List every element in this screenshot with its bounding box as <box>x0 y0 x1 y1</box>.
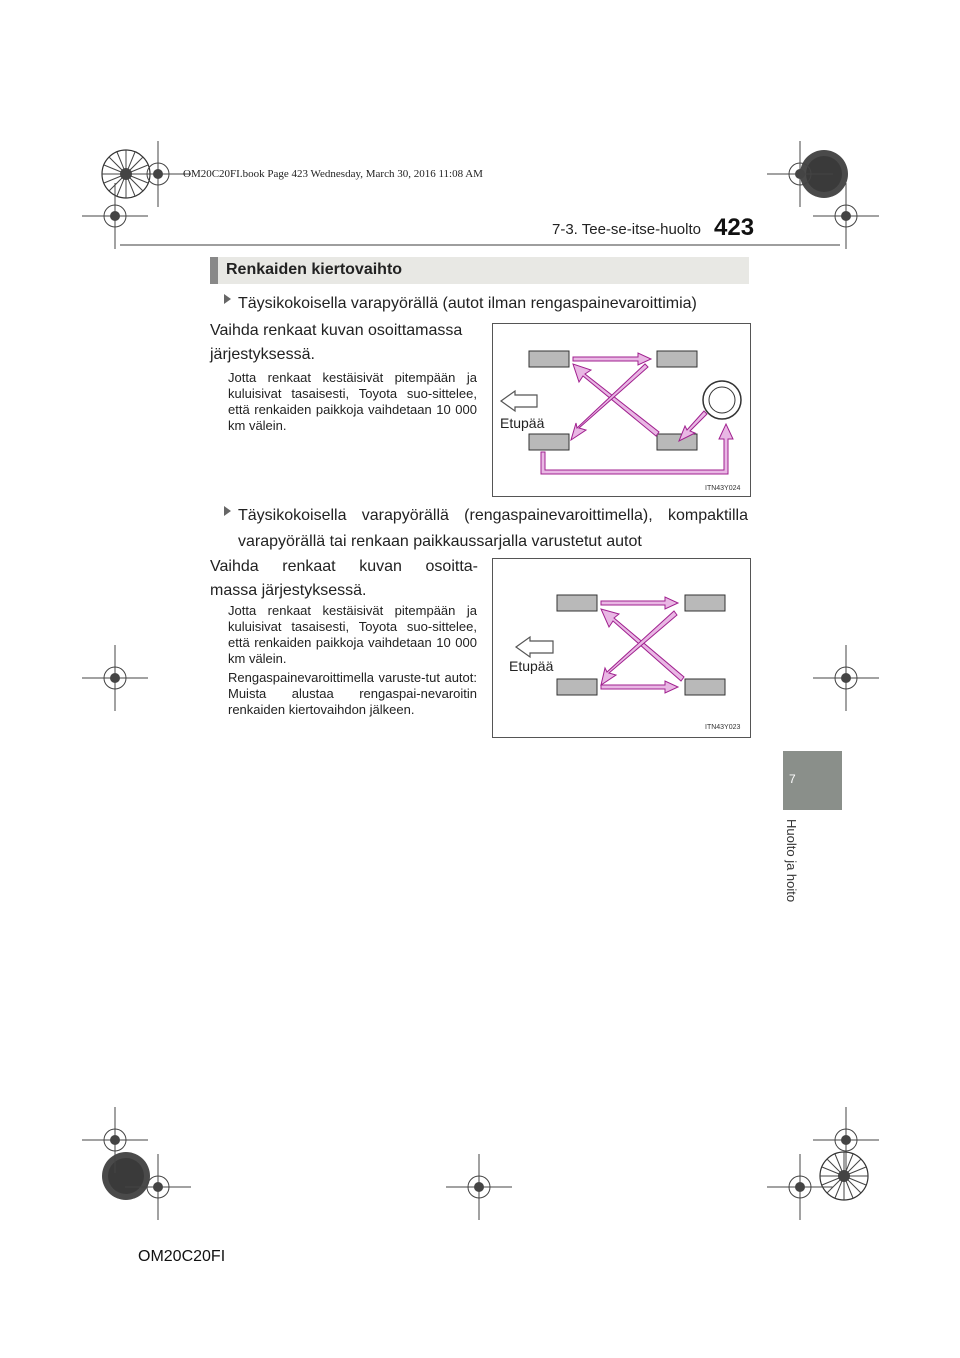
page-number: 423 <box>714 214 755 241</box>
instruction-line: Vaihda renkaat kuvan osoittamassa <box>210 322 463 339</box>
section-title-box <box>210 257 749 284</box>
chapter-label-box <box>784 819 806 919</box>
instruction-line: järjestyksessä. <box>210 346 315 363</box>
bullet-item <box>224 291 752 319</box>
tire-front-right <box>657 351 697 367</box>
chapter-tab <box>783 751 842 810</box>
bullet-text: varapyörällä tai renkaan paikkaussarjalla varustetut autot <box>238 533 642 550</box>
tire-rear-left <box>529 434 569 450</box>
arrow-front-left-to-right <box>573 353 651 365</box>
rotation-diagram-tpms <box>492 558 751 738</box>
bullet-text: Täysikokoisella varapyörällä (autot ilman rengaspainevaroittimia) <box>238 295 697 312</box>
crosshair-icon <box>125 1154 191 1220</box>
bullet-item <box>224 503 752 555</box>
section-title-bar <box>210 257 218 284</box>
tire-rear-left <box>557 679 597 695</box>
section-title: Renkaiden kiertovaihto <box>226 261 403 278</box>
rotation-diagram-spare <box>492 323 751 497</box>
note-text: Rengaspainevaroittimella varuste-tut autot: Muista alustaa rengaspai-nevaroitin renkaiden kiertovaihdon jälkeen. <box>228 670 477 717</box>
figure-code: ITN43Y023 <box>705 724 741 731</box>
chapter-number: 7 <box>789 772 796 786</box>
instruction-line: massa järjestyksessä. <box>210 582 367 599</box>
tire-front-right <box>685 595 725 611</box>
print-info: OM20C20FI.book Page 423 Wednesday, March 30, 2016 11:08 AM <box>183 168 483 180</box>
crosshair-icon <box>446 1154 512 1220</box>
arrow-front-left-to-right <box>601 597 678 609</box>
arrow-rear-right-to-front-left <box>573 364 659 436</box>
rotation-arrows <box>516 597 684 693</box>
crosshair-icon <box>767 1154 833 1220</box>
bullet-triangle-icon <box>224 506 231 516</box>
arrow-rear-left-to-spare <box>541 424 733 474</box>
crosshair-icon <box>813 645 879 711</box>
tire-front-left <box>529 351 569 367</box>
instruction-line: Vaihda renkaat kuvan osoitta- <box>210 558 478 575</box>
rotation-arrows <box>501 353 733 474</box>
bullet-text: Täysikokoisella varapyörällä (rengaspainevaroittimella), kompaktilla <box>238 507 748 524</box>
note-text: Jotta renkaat kestäisivät pitempään ja kuluisivat tasaisesti, Toyota suo-sittelee, että renkaiden paikkoja vaihdetaan 10 000 km välein. <box>228 370 477 433</box>
front-direction-arrow-icon <box>516 637 553 657</box>
arrow-rear-left-to-right <box>601 681 678 693</box>
front-label: Etupää <box>500 415 545 431</box>
document-code: OM20C20FI <box>138 1248 226 1265</box>
tire-rear-right <box>685 679 725 695</box>
spare-tire-icon <box>703 381 741 419</box>
tire-rear-right <box>657 434 697 450</box>
header-rule <box>120 244 840 246</box>
tire-front-left <box>557 595 597 611</box>
note-text: Jotta renkaat kestäisivät pitempään ja kuluisivat tasaisesti, Toyota suo-sittelee, että renkaiden paikkoja vaihdetaan 10 000 km välein. <box>228 603 477 666</box>
crosshair-icon <box>813 183 879 249</box>
front-direction-arrow-icon <box>501 391 537 411</box>
figure-code: ITN43Y024 <box>705 485 741 492</box>
section-header: 7-3. Tee-se-itse-huolto <box>552 221 701 238</box>
chapter-label: Huolto ja hoito <box>784 819 799 903</box>
bullet-triangle-icon <box>224 294 231 304</box>
front-label: Etupää <box>509 658 554 674</box>
crosshair-icon <box>82 645 148 711</box>
crosshair-icon <box>82 183 148 249</box>
